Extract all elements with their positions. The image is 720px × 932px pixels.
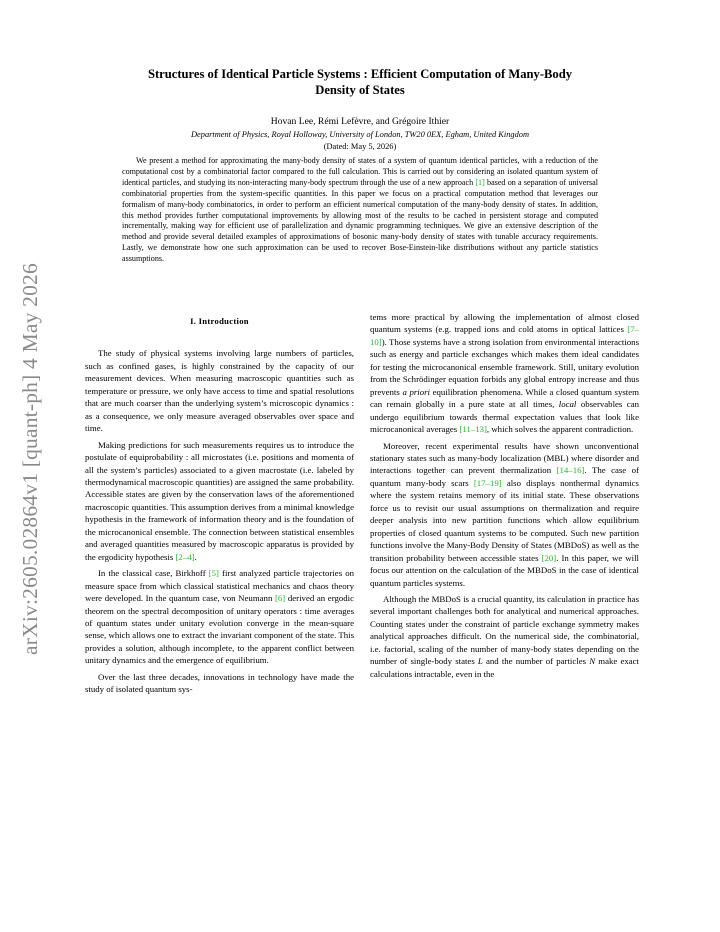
- paragraph-text: derived an ergodic theorem on the spectral decomposition of unitary operators : time averages of quantum states under unitary evolution converge in the mean-square sense, which allows one to extract the invariant component of the state. This provides a solution, although incomplete, to the apparent conflict between unitary dynamics and the emergence of equilibrium.: [85, 593, 355, 666]
- authors: Hovan Lee, Rémi Lefèvre, and Grégoire Ithier: [270, 116, 450, 127]
- citation-link[interactable]: [6]: [274, 593, 286, 604]
- paragraph-text: In the classical case, Birkhoff: [98, 568, 209, 579]
- citation-link[interactable]: [17–19]: [473, 477, 502, 488]
- emphasis-text: a priori: [402, 386, 430, 397]
- paragraph: [85, 439, 354, 564]
- citation-link[interactable]: [5]: [208, 568, 219, 579]
- paragraph-text: , which solves the apparent contradiction.: [486, 424, 634, 435]
- paragraph: [370, 440, 639, 589]
- paragraph: [370, 593, 639, 680]
- emphasis-text: local: [558, 399, 577, 410]
- paragraph-text: equilibration phenomena. While a closed quantum system can remain globally in a pure state at all times,: [370, 386, 639, 410]
- paragraph-text: first analyzed particle trajectories on measure space from which classical statistical mechanics and chaos theory were developed. In the quantum case, von Neumann: [85, 568, 354, 604]
- section-heading-introduction: I. Introduction: [190, 316, 249, 326]
- paragraph: [370, 311, 639, 436]
- citation-link[interactable]: [11–13]: [459, 424, 487, 435]
- citation-link[interactable]: [1]: [475, 177, 485, 187]
- citation-link[interactable]: [14–16]: [556, 465, 585, 476]
- math-symbol: N: [589, 656, 596, 667]
- paragraph-text: observables can undergo equilibrium towards thermal expectation values that look like microcanonical averages: [370, 399, 639, 435]
- math-symbol: L: [477, 656, 483, 667]
- paragraph-text: . The case of quantum many-body scars: [370, 465, 640, 488]
- arxiv-side-stamp: arXiv:2605.02864v1 [quant-ph] 4 May 2026: [18, 263, 42, 655]
- title-line-1: Structures of Identical Particle Systems : Efficient Computation of Many-Body: [147, 67, 573, 81]
- paragraph: Over the last three decades, innovations in technology have made the study of isolated quantum sys-: [85, 671, 354, 695]
- paragraph-text: Making predictions for such measurements requires us to introduce the postulate of equiprobability : all microstates (i.e. positions and momenta of all the system’s particles) associated to a given macrostate (i.e. labeled by thermodynamical macroscopic quantities) are assigned the same probability. Accessible states are given by the conservation laws of the aforementioned macroscopic quantities. This assumption derives from a minimal knowledge hypothesis in the framework of information theory and is the foundation of the microcanonical ensemble. The connection between statistical ensembles and averaged quantities measured by macroscopic apparatus is provided by the ergodicity hypothesis: [85, 439, 354, 562]
- paragraph-text: ). Those systems have a strong isolation from environmental interactions such as energy and particle exchanges which makes them ideal candidates for testing the microcanonical ensemble framework. Still, unitary evolution from the Schrödinger equation forbids any global entropy increase and thus prevents: [370, 336, 639, 397]
- paragraph-text: tems more practical by allowing the implementation of almost closed quantum systems (e.g. trapped ions and cold atoms in optical lattices: [370, 312, 639, 335]
- paper-title: [70, 66, 650, 98]
- abstract: [122, 156, 598, 265]
- paragraph-text: also displays nonthermal dynamics where the system retains memory of its initial state. These observations force us to revisit our usual assumptions on thermalization and require deeper analysis into new partition functions which allow equilibrium properties of closed quantum systems to be computed. Such new partition functions involve the Many-Body Density of States (MBDoS) as well as the transition probability between accessible states: [370, 477, 639, 563]
- citation-link[interactable]: [7–10]: [370, 324, 639, 347]
- paragraph-text: and the number of particles: [482, 656, 590, 667]
- paper-header: [70, 66, 650, 152]
- citation-link[interactable]: [20]: [541, 552, 557, 563]
- left-column: [85, 311, 354, 696]
- paragraph-text: . In this paper, we will focus our attention on the calculation of the MBDoS in the case of identical quantum particles systems.: [370, 552, 639, 588]
- paragraph: [85, 567, 354, 667]
- paragraph-text: .: [194, 551, 197, 562]
- paragraph-text: Moreover, recent experimental results have shown unconventional stationary states such as many-body localization (MBL) where disorder and interactions together can prevent thermalization: [370, 440, 639, 476]
- date-line: (Dated: May 5, 2026): [323, 142, 397, 151]
- paragraph-text: make exact calculations intractable, even in the: [370, 656, 639, 679]
- affiliation: Department of Physics, Royal Holloway, University of London, TW20 0EX, Egham, United Kingdom: [191, 130, 529, 139]
- abstract-text-2: based on a separation of universal combinatorial properties from the system-specific quantities. In this paper we focus on a practical computation method that leverages our formalism of many-body combinatorics, in order to perform an efficient numerical computation of the many-body density of states. In addition, this method provides further computational improvements by allowing most of the results to be cached in persistent storage and computed incrementally, making way for efficient use of parallelization and dynamic programming techniques. We give an extensive description of the method and provide several detailed examples of approximations of bosonic many-body density of states with tunable accuracy requirements. Lastly, we demonstrate how one such approximation can be used to recover Bose-Einstein-like distributions without any particle statistics assumptions.: [122, 177, 598, 264]
- title-line-2: Density of States: [315, 83, 405, 97]
- paragraph-text: Although the MBDoS is a crucial quantity, its calculation in practice has several important challenges both for analytical and numerical approaches. Counting states under the constraint of particle exchange symmetry makes analytical approaches difficult. On the numerical side, the combinatorial, i.e. factorial, scaling of the number of many-body states depending on the number of single-body states: [370, 593, 639, 667]
- abstract-text-1: We present a method for approximating the many-body density of states of a system of quantum identical particles, with a reduction of the computational cost by a combinatorial factor compared to the full calculation. This is carried out by considering an isolated quantum system of identical particles, and studying its non-interacting many-body spectrum through the use of a new approach: [122, 156, 598, 187]
- citation-link[interactable]: [2–4]: [175, 551, 195, 562]
- paragraph: The study of physical systems involving large numbers of particles, such as confined gases, is highly constrained by the capacity of our measurement devices. When measuring macroscopic quantities such as temperature or pressure, we only have access to time and spatial resolutions that are much coarser than the underlying system’s microscopic dynamics : as a consequence, we only measure averaged observables over space and time.: [85, 348, 354, 434]
- right-column: [370, 311, 639, 680]
